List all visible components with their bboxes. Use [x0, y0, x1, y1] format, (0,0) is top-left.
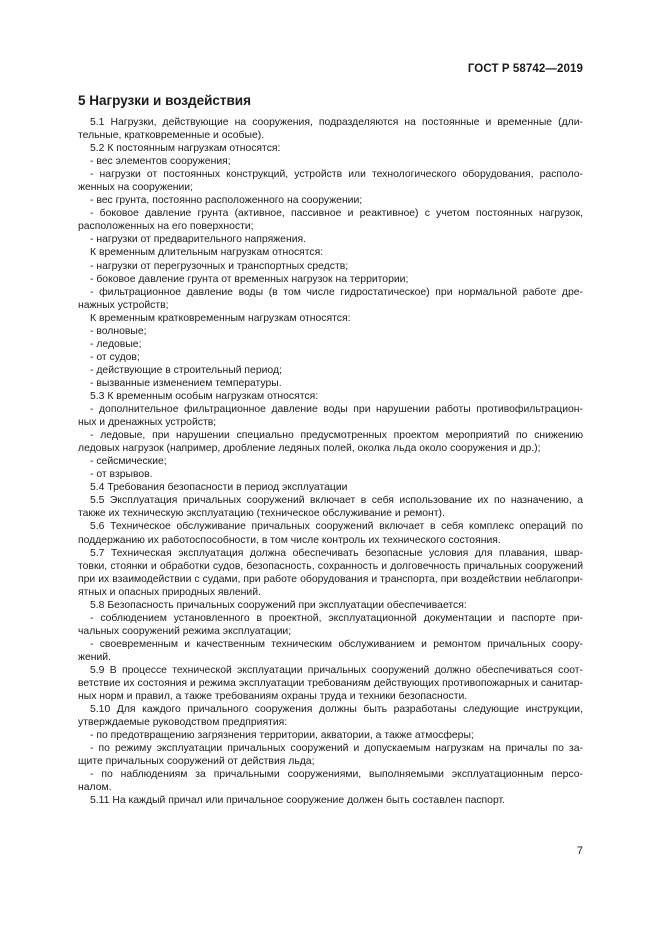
text-line: - от судов;	[90, 351, 140, 363]
text-line: нажных устройств;	[78, 299, 169, 311]
text-line: 5.2 К постоянным нагрузкам относятся:	[90, 143, 281, 155]
text-line: ятных и опасных природных явлений.	[78, 586, 261, 598]
text-line: - ледовые, при нарушении специально предусмотренных проектом мероприятий по снижению	[90, 430, 583, 442]
text-line: 5.10 Для каждого причального сооружения должны быть разработаны следующие инструкции,	[90, 704, 583, 716]
text-line: 5.4 Требования безопасности в период эксплуатации	[90, 482, 348, 494]
text-line: - сейсмические;	[90, 456, 167, 468]
text-line: - дополнительное фильтрационное давление воды при нарушении работы противофильтрацион-	[90, 404, 583, 416]
text-line: - от взрывов.	[90, 469, 153, 481]
text-line: 5.9 В процессе технической эксплуатации причальных сооружений должно обеспечиваться соот-	[90, 664, 583, 676]
text-line: женных на сооружении;	[78, 182, 193, 194]
text-line: - нагрузки от предварительного напряжения.	[90, 234, 307, 246]
text-line: 5.6 Техническое обслуживание причальных сооружений включает в себя комплекс операций по	[90, 521, 583, 533]
text-line: налом.	[78, 782, 112, 794]
text-line: - ледовые;	[90, 338, 142, 350]
text-line: ных и дренажных устройств;	[78, 417, 217, 429]
document-code: ГОСТ Р 58742—2019	[467, 63, 583, 75]
body-text	[78, 116, 583, 807]
text-line: тельные, кратковременные и особые).	[78, 130, 265, 142]
text-line: - вес элементов сооружения;	[90, 156, 231, 168]
text-line: 5.3 К временным особым нагрузкам относятся:	[90, 390, 319, 402]
text-line: - своевременным и качественным техническим обслуживанием и ремонтом причальных соору-	[90, 638, 583, 650]
text-line: - нагрузки от постоянных конструкций, устройств или технологического оборудования, располо-	[90, 169, 583, 181]
text-line: 5.7 Техническая эксплуатация должна обеспечивать безопасные условия для плавания, швар-	[90, 547, 583, 559]
section-title: 5 Нагрузки и воздействия	[78, 93, 251, 108]
text-line: - боковое давление грунта от временных нагрузок на территории;	[90, 273, 409, 285]
text-line: - фильтрационное давление воды (в том числе гидростатическое) при нормальной работе дре-	[90, 286, 583, 298]
text-line: ледовых нагрузок (например, дробление ледяных полей, околка льда около сооружения и др.);	[78, 443, 541, 455]
text-line: - по предотвращению загрязнения территории, акватории, а также атмосферы;	[90, 730, 474, 742]
text-line: - нагрузки от перегрузочных и транспортных средств;	[90, 260, 349, 272]
text-line: - вызванные изменением температуры.	[90, 377, 282, 389]
text-line: расположенных на его поверхности;	[78, 221, 254, 233]
text-line: - соблюдением установленного в проектной, эксплуатационной документации и паспорте при-	[90, 612, 583, 624]
text-line: товки, стоянки и обработки судов, безопасность, сохранность и долговечность причальных сооружений	[78, 560, 583, 572]
text-line: К временным кратковременным нагрузкам относятся:	[90, 312, 351, 324]
text-line: поддержанию их работоспособности, в том числе контроль их технического состояния.	[78, 534, 501, 546]
text-line: 5.1 Нагрузки, действующие на сооружения, подразделяются на постоянные и временные (дли-	[90, 117, 583, 128]
text-line: ветствие их состояния и режима эксплуатации требованиям действующих противопожарных и санитар-	[78, 678, 583, 690]
text-line: 5.11 На каждый причал или причальное сооружение должен быть составлен паспорт.	[90, 795, 505, 807]
text-line: утверждаемые руководством предприятия:	[78, 717, 288, 729]
text-line: - по режиму эксплуатации причальных сооружений и допускаемым нагрузкам на причалы по за-	[90, 743, 583, 755]
text-line: - боковое давление грунта (активное, пассивное и реактивное) с учетом постоянных нагрузок,	[90, 208, 583, 220]
text-line: 5.8 Безопасность причальных сооружений при эксплуатации обеспечивается:	[90, 599, 467, 611]
text-line: щите причальных сооружений от действия льда;	[78, 756, 315, 768]
text-line: 5.5 Эксплуатация причальных сооружений включает в себя использование их по назначению, а	[90, 495, 583, 507]
page-number: 7	[576, 845, 583, 857]
text-line: жений.	[78, 651, 111, 663]
text-line: ных норм и правил, а также требованиям охраны труда и техники безопасности.	[78, 691, 468, 703]
text-line: - по наблюдениям за причальными сооружениями, выполняемыми эксплуатационным персо-	[90, 769, 583, 781]
text-line: чальных сооружений режима эксплуатации;	[78, 625, 292, 637]
text-line: - действующие в строительный период;	[90, 364, 282, 376]
text-line: также их техническую эксплуатацию (техническое обслуживание и ремонт).	[78, 508, 445, 520]
text-line: при их взаимодействии с судами, при работе оборудования и транспорта, при воздействии неблагопри-	[78, 573, 583, 585]
text-line: - волновые;	[90, 325, 147, 337]
text-line: К временным длительным нагрузкам относятся:	[90, 247, 324, 259]
text-line: - вес грунта, постоянно расположенного на сооружении;	[90, 195, 363, 207]
